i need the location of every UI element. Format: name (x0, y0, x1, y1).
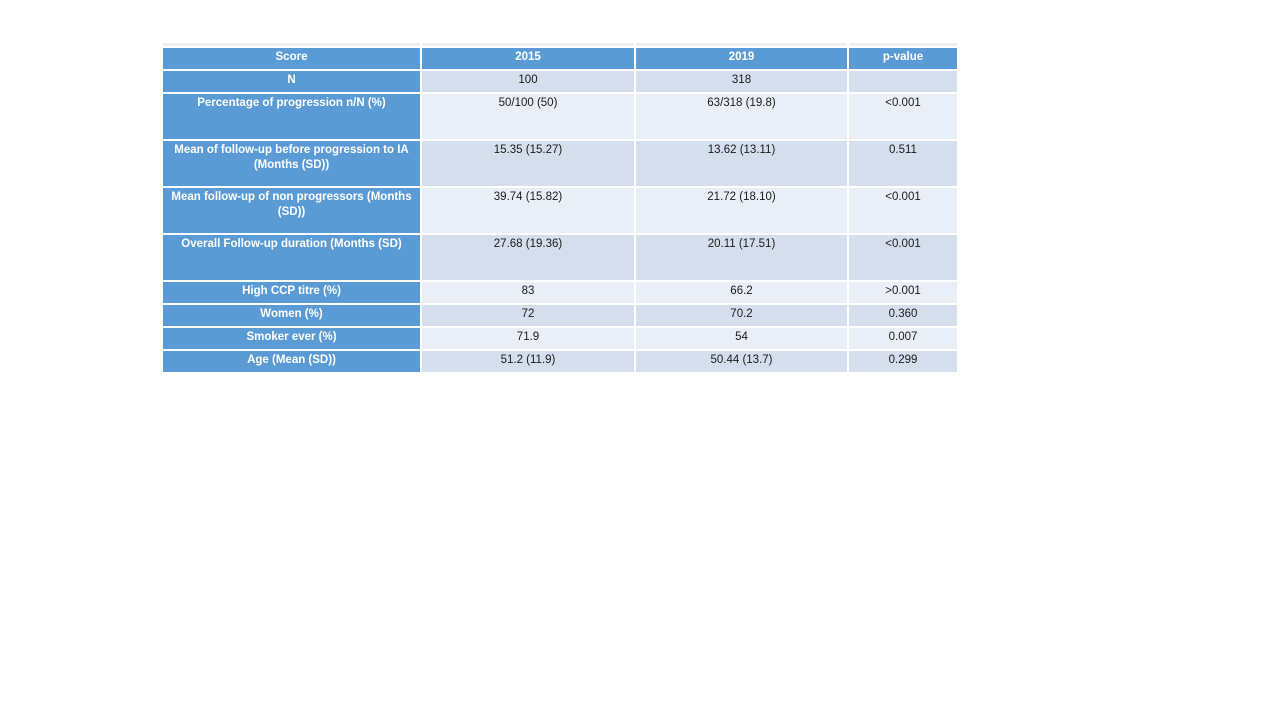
data-cell-2019: 318 (635, 70, 848, 93)
p-value-cell: <0.001 (848, 93, 958, 140)
table-row-followup-before-progression (162, 140, 958, 187)
data-cell-2019: 63/318 (19.8) (635, 93, 848, 140)
table-row-smoker (162, 327, 958, 350)
table-row-age (162, 350, 958, 373)
data-cell-2019: 70.2 (635, 304, 848, 327)
column-header-pvalue: p-value (848, 47, 958, 70)
p-value-cell: <0.001 (848, 187, 958, 234)
statistics-table (161, 41, 959, 374)
table-row-n (162, 70, 958, 93)
data-cell-2019: 13.62 (13.11) (635, 140, 848, 187)
data-cell-2019: 21.72 (18.10) (635, 187, 848, 234)
row-label-cell: Mean of follow-up before progression to IA (Months (SD)) (162, 140, 421, 187)
row-label-cell: N (162, 70, 421, 93)
table-row-progression-pct (162, 93, 958, 140)
data-cell-2019: 50.44 (13.7) (635, 350, 848, 373)
row-label-cell: Women (%) (162, 304, 421, 327)
data-cell-2015: 27.68 (19.36) (421, 234, 635, 281)
data-cell-2015: 72 (421, 304, 635, 327)
column-header-score: Score (162, 47, 421, 70)
header-row (162, 47, 958, 70)
data-cell-2015: 39.74 (15.82) (421, 187, 635, 234)
row-label-cell: High CCP titre (%) (162, 281, 421, 304)
row-label-cell: Age (Mean (SD)) (162, 350, 421, 373)
row-label-cell: Overall Follow-up duration (Months (SD) (162, 234, 421, 281)
data-cell-2015: 100 (421, 70, 635, 93)
data-cell-2015: 51.2 (11.9) (421, 350, 635, 373)
data-cell-2015: 15.35 (15.27) (421, 140, 635, 187)
p-value-cell: 0.299 (848, 350, 958, 373)
p-value-cell (848, 70, 958, 93)
table-row-followup-non-progressors (162, 187, 958, 234)
row-label-cell: Mean follow-up of non progressors (Months (SD)) (162, 187, 421, 234)
data-cell-2019: 54 (635, 327, 848, 350)
data-cell-2019: 66.2 (635, 281, 848, 304)
data-cell-2015: 83 (421, 281, 635, 304)
table-row-ccp-titre (162, 281, 958, 304)
p-value-cell: >0.001 (848, 281, 958, 304)
row-label-cell: Percentage of progression n/N (%) (162, 93, 421, 140)
column-header-2015: 2015 (421, 47, 635, 70)
p-value-cell: 0.511 (848, 140, 958, 187)
p-value-cell: 0.007 (848, 327, 958, 350)
p-value-cell: 0.360 (848, 304, 958, 327)
data-cell-2015: 50/100 (50) (421, 93, 635, 140)
row-label-cell: Smoker ever (%) (162, 327, 421, 350)
p-value-cell: <0.001 (848, 234, 958, 281)
table-row-women (162, 304, 958, 327)
table-row-overall-followup (162, 234, 958, 281)
column-header-2019: 2019 (635, 47, 848, 70)
data-cell-2015: 71.9 (421, 327, 635, 350)
data-cell-2019: 20.11 (17.51) (635, 234, 848, 281)
